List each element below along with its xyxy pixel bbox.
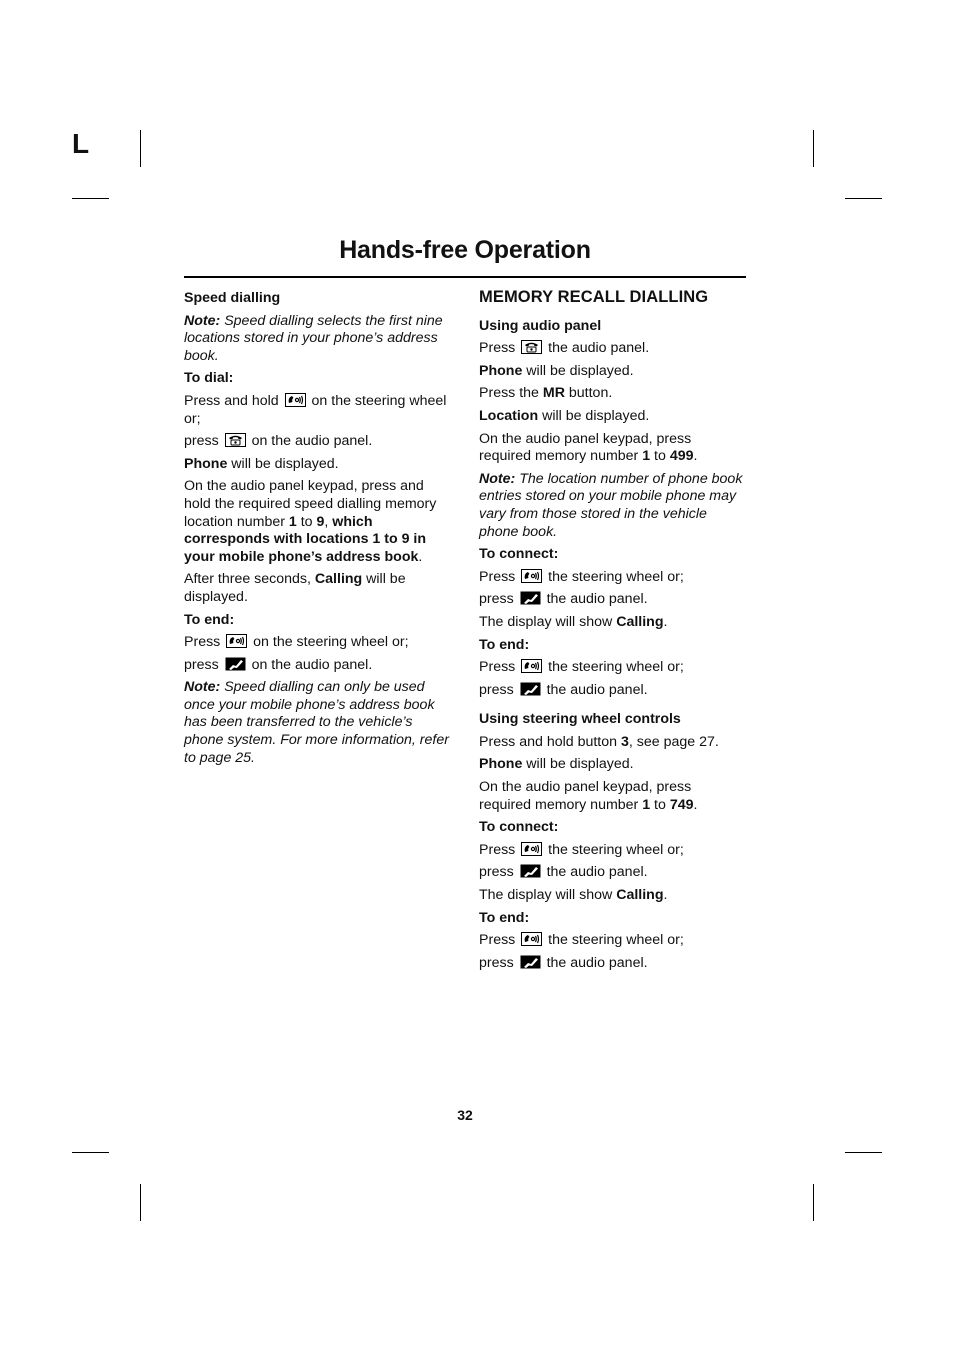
paragraph: Press the steering wheel or; — [479, 841, 684, 858]
paragraph: press the audio panel. — [479, 864, 648, 881]
title-rule — [184, 276, 746, 278]
crop-mark — [813, 1184, 814, 1221]
paragraph: Press the MR button. — [479, 385, 613, 402]
to-end-heading: To end: — [479, 909, 530, 926]
using-steering-wheel-heading: Using steering wheel controls — [479, 711, 681, 728]
left-column — [184, 290, 454, 772]
paragraph: The display will show Calling. — [479, 613, 668, 630]
crop-mark — [845, 198, 882, 199]
paragraph: Press the audio panel. — [479, 340, 650, 357]
paragraph: After three seconds, Calling will be displayed. — [184, 571, 406, 605]
paragraph: Phone will be displayed. — [479, 362, 634, 379]
paragraph: On the audio panel keypad, press required memory number 1 to 499. — [479, 430, 698, 465]
steering-wheel-phone-icon — [521, 569, 542, 583]
note-paragraph: Note: The location number of phone book entries stored on your mobile phone may vary from those stored in the vehicle phone book. — [479, 470, 743, 540]
paragraph: The display will show Calling. — [479, 887, 668, 904]
crop-mark — [140, 1184, 141, 1221]
paragraph: Phone will be displayed. — [184, 455, 339, 472]
crop-mark — [845, 1152, 882, 1153]
crop-mark — [72, 1152, 109, 1153]
handset-icon — [520, 955, 541, 969]
note-paragraph: Note: Speed dialling selects the first nine locations stored in your phone’s address book. — [184, 312, 443, 364]
paragraph: On the audio panel keypad, press and hold the required speed dialling memory location number 1 to 9, which corresponds with locations 1 to 9 in your mobile phone’s address book. — [184, 478, 437, 565]
paragraph: press the audio panel. — [479, 954, 648, 971]
phone-handset-box-icon — [521, 340, 542, 354]
steering-wheel-phone-icon — [285, 393, 306, 407]
to-connect-heading: To connect: — [479, 546, 559, 563]
to-end-heading: To end: — [479, 636, 530, 653]
note-paragraph: Note: Speed dialling can only be used once your mobile phone’s address book has been transferred to the vehicle’s phone system. For more information, refer to page 25. — [184, 679, 449, 766]
steering-wheel-phone-icon — [521, 659, 542, 673]
paragraph: Press on the steering wheel or; — [184, 634, 409, 651]
handset-icon — [520, 591, 541, 605]
paragraph: On the audio panel keypad, press required memory number 1 to 749. — [479, 779, 698, 813]
crop-mark — [72, 198, 109, 199]
steering-wheel-phone-icon — [521, 932, 542, 946]
paragraph: Phone will be displayed. — [479, 756, 634, 773]
memory-recall-heading: MEMORY RECALL DIALLING — [479, 288, 709, 306]
paragraph: Location will be displayed. — [479, 407, 650, 424]
crop-mark — [140, 130, 141, 167]
steering-wheel-phone-icon — [226, 634, 247, 648]
handset-icon — [520, 864, 541, 878]
page-number: 32 — [457, 1107, 473, 1123]
using-audio-panel-heading: Using audio panel — [479, 317, 602, 334]
section-marker: L — [72, 128, 90, 159]
paragraph: Press and hold button 3, see page 27. — [479, 733, 719, 750]
page-title: Hands-free Operation — [339, 236, 591, 264]
paragraph: Press the steering wheel or; — [479, 659, 684, 676]
paragraph: press on the audio panel. — [184, 656, 373, 673]
paragraph: press the audio panel. — [479, 591, 648, 608]
to-connect-heading: To connect: — [479, 819, 559, 836]
to-dial-heading: To dial: — [184, 370, 234, 387]
handset-icon — [225, 657, 246, 671]
steering-wheel-phone-icon — [521, 842, 542, 856]
paragraph: press the audio panel. — [479, 681, 648, 698]
crop-mark — [813, 130, 814, 167]
phone-handset-box-icon — [225, 433, 246, 447]
handset-icon — [520, 682, 541, 696]
paragraph: Press and hold on the steering wheel or; — [184, 392, 447, 427]
paragraph: Press the steering wheel or; — [479, 932, 684, 949]
paragraph: press on the audio panel. — [184, 433, 373, 450]
paragraph: Press the steering wheel or; — [479, 568, 684, 585]
speed-dialling-heading: Speed dialling — [184, 290, 281, 306]
to-end-heading: To end: — [184, 611, 235, 628]
right-column — [479, 289, 747, 977]
